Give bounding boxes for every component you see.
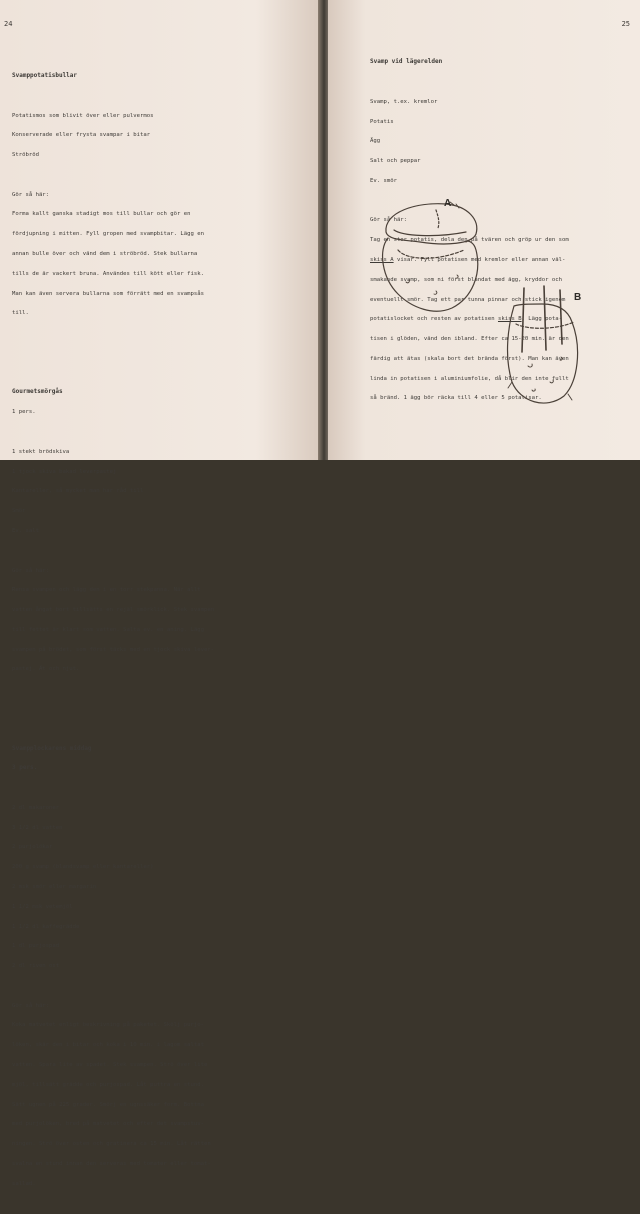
ingredient: 200 g svamp (blandsvamp eller kantareller) [12, 864, 154, 871]
method-line: till fettet är klart som vatten. Salta ev. en aning. Lägg [12, 626, 204, 633]
left-page-text [12, 40, 312, 1214]
method-line: tills de är vackert bruna. Användes till kött eller fisk. [12, 270, 204, 277]
method-line: potatislocket och resten av potatisen skiss B. Lägg pota- [370, 316, 562, 323]
method-line: så bränd. 1 ägg bör räcka till 4 eller 5 potatisar. [370, 395, 542, 402]
figure-label-b: B [574, 292, 582, 303]
ingredient: Svamp, t.ex. kremlor [370, 98, 438, 105]
method-line: till. [12, 310, 29, 317]
method-line: vatten. Spara lite av spadet. Stek svampen. Strö över lite [12, 1062, 208, 1069]
method-line: Koka matvetet enligt beskrivning på paketet. Skölj purjo- [12, 1022, 204, 1029]
method-line: annan bulle över och vänd dem i ströbröd. Stek bullarna [12, 251, 198, 257]
ingredient: Potatis [370, 118, 394, 125]
method-line: tisen i glöden, vänd den ibland. Efter ca 15-20 min. är den [370, 336, 569, 343]
method-heading: Gör så här: [12, 567, 50, 574]
method-line: eventuellt smör. Tag ett par tunna pinnar och stick igenom [370, 296, 566, 303]
ingredient: Potatismos som blivit över eller pulvermos [12, 112, 154, 119]
ingredient: Smör [12, 508, 26, 515]
method-line: svalna en stund innan den serveras med tomater eller tomat- [12, 1160, 211, 1167]
method-line: Rensa svampen och lägg den i en torr stekpanna. När allt [12, 587, 201, 594]
ingredient: 3 1/2 dl vatten [12, 824, 63, 831]
right-page [328, 0, 640, 460]
ingredient: 2 dl makaroner [12, 804, 60, 811]
ingredient: Ev. smör [370, 177, 397, 184]
method-line: skiss A visar. Fyll potatisen med kremlor eller annan väl- [370, 257, 566, 263]
method-line: vatten ångat bort tillsätts en rejäl smörklick. Stek svampen [12, 607, 215, 614]
method-line: Man kan även servera bullarna som förrätt med en svampsås [12, 290, 204, 297]
ingredient: 2 purjolökar [12, 844, 53, 851]
method-line: ningen. Strö över osten och gratinera ca 15 min. Låt rätten [12, 1141, 211, 1148]
method-line: färdig att ätas (skala bort det brända först). Man kan även [370, 355, 569, 362]
recipe-title: Svamppotatisbullar [12, 71, 78, 79]
ingredient: 2 dl riven ost [12, 963, 60, 970]
method-heading: Gör så här: [12, 191, 50, 198]
ingredient: 1 stekt brödskiva [12, 448, 70, 455]
page-number: 25 [621, 20, 630, 28]
method-line: sallad. [12, 1180, 36, 1187]
ingredient: Ägg [370, 138, 381, 145]
figure-label-a: A [444, 198, 452, 209]
sketch-reference: skiss A [370, 257, 394, 263]
recipe [12, 376, 312, 686]
method-line: löken, skär den i bitar och koka i 10 min. i lagom saltat [12, 1042, 204, 1049]
ingredient: Konserverade eller frysta svampar i bitar [12, 132, 151, 139]
method-line: smakande svamp, som ni först blandat med ägg, kryddor och [370, 276, 562, 283]
method-line: med purjolöken, bred på matvetet och efter det svampstuv- [12, 1121, 204, 1128]
ingredient: Ströbröd [12, 152, 39, 159]
sketch-reference: skiss B [497, 316, 522, 323]
method-line: mjöl, tillsätt grädde och purjospad. Låt puttra en stund. [12, 1081, 204, 1088]
ingredient: 1 1/2 dl kaffegrädde [12, 923, 80, 930]
method-line: Sätt ugnen på 225 grader. Smörj en ugnssäker form. Bottna [12, 1101, 204, 1108]
method-line: linda in potatisen i aluminiumfolie, då blir den inte fullt [370, 375, 569, 382]
ingredient: Salt och peppar [370, 158, 421, 165]
hollowed-potato-sketch-icon [376, 190, 486, 320]
recipe [12, 732, 312, 1200]
page-number: 24 [4, 20, 13, 28]
ingredient: Kantareller, så mycket man har råd till [12, 488, 144, 495]
skewered-potato-sketch-icon [498, 286, 588, 416]
method-line: pastej. Ät och njut. [12, 666, 80, 673]
recipe-servings: 3 pers. [12, 764, 38, 772]
recipe-title: Gourmetsmörgås [12, 388, 63, 396]
ingredient: 1 tjock skiva bakad leverpastej [12, 468, 117, 475]
recipe-title: Svamp vid lägerelden [370, 58, 443, 66]
method-line: fördjupning i mitten. Fyll gropen med svampbitar. Lägg en [12, 231, 204, 238]
left-page [0, 0, 320, 1187]
recipe [12, 60, 312, 330]
method-line: Forma kallt ganska stadigt mos till bullar och gör en [12, 211, 191, 218]
method-heading: Gör så här: [12, 1002, 50, 1009]
ingredient: 2 msk smör eller margarin [12, 884, 97, 890]
method-line: Tag en stor potatis, dela den på tvären och gröp ur den som [370, 237, 569, 244]
method-line: svampen på brödet, som först täcks med en tjock skiva lever- [12, 646, 215, 653]
ingredient: 1 1/2 msk vetemjöl [12, 903, 73, 910]
method-heading: Gör så här: [370, 217, 408, 224]
recipe-title: Svampplockarens middag [12, 744, 92, 752]
ingredient: 1 dl purjospad [12, 943, 60, 950]
recipe-servings: 1 pers. [12, 409, 36, 416]
ingredient: Ev. salt [12, 527, 39, 534]
